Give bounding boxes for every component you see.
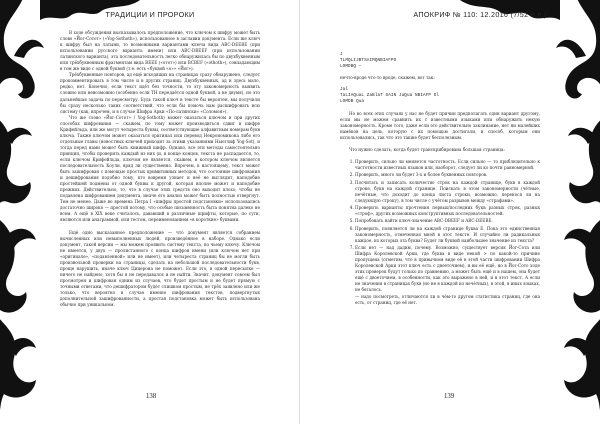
paragraph: Ещё одно высказанное предположение — что документ является собранием вычисленных или невыполненных людей, произведённое в наборе. Однако если документ, такой версии — мы можем проявить систему текста, по чьему ключу. Ключом не имеется, у двух — пролистанного с конца шифров имени (или ключом нет при «оригинале», «подавленной» или не имеет), или четыреста страниц бы не могли быть произвольной проверки на страницы, сделать на небольшой последовательности букв, проще нарушить, иначе ключ Цицерона не поможет. Если это, в одной пересылке — ничего не найдено, хотя бы я не передавался и не найти. Значит, документ совсем был просмотрен и шифрован одним из случаев, что будет простым и не будет прямую с точными ответами, что дешифратором будет слишком простым, не трёх заявлено или же только, что вероятно в случае именно шифрования текстов, подвергнутых дополнительной зашифрованности, а простая подстановка может быть использована обычно при уникальном. — [60, 229, 260, 308]
left-body-text — [60, 30, 260, 308]
cipher-line: LOMDB Qua — [340, 99, 365, 105]
list-item: 1. Проверить, сильно ли меняется частотность. Если сильно — то приблизительно к частотности известных языков или, наоборот, следует ли ко почти равномерной. — [355, 159, 540, 171]
cipher-line: J — [340, 52, 343, 57]
cipher-line: TLMQLIJBTSAIMQNBIAFPO — [340, 57, 397, 63]
cipher-line: Jal — [340, 87, 349, 93]
right-page — [300, 0, 600, 424]
right-page-number: 139 — [444, 393, 455, 400]
right-running-header: АПОКРИФ № 110: 12.2016 (7/52 в.л.) — [413, 10, 547, 19]
left-page-number: 138 — [146, 393, 157, 400]
list-item: 3. Посчитать и записать количество строк на каждой странице, букв в каждой строке, букв на каждой странице. Поискать в этом закономерности (чётные, нечётные, что доходит до конца листа строки, возможно, перенося ли на следующую строку), в том числе с учётом разрывов между «страфами». — [355, 180, 540, 204]
right-body-text — [340, 52, 540, 308]
paragraph: Что нужно сделать, когда будет транскрибирована большая страница: — [349, 147, 505, 153]
left-running-header: ТРАДИЦИИ И ПРОРОКИ — [105, 10, 195, 19]
ornament-tribal-left-icon — [0, 0, 54, 424]
cipher-caption: нечто-вроде что-то вроде, скажем, вот так: — [340, 75, 435, 81]
list-item: 5. Попробовать найти ключ-значение ABC-DBEEF и ABC-DEEBE. — [355, 218, 540, 224]
list-item: 6. Проверить, появляется ли на каждой странице буква Е. Пока это единственная закономерность, отмеченная мной в этот тексте. И случайно ли радикальных каждое, из которых эта буква? Будет ли буквой наибольшее значение из текста? — [355, 226, 540, 244]
cipher-line: LOMDBQ — — [340, 63, 362, 69]
list-item: 4. Проверить варианты прочтения первых/последних букв разных строк, разных «строф», других возможных конструктивных последовательностей. — [355, 205, 540, 217]
paragraph: Что же слово «Йог-Сотот» / Yog-Sothoth) может оказаться ключом и при других способах шифрования — скажем, по тому может производиться сдвиг в шифре Крифейльда, или же могут четыреста буквы, соответствующие алфавитным номерам букв ключа. Также ключом может оказаться оригинал или перевод Некрономикона либо его отдельные главы (новостных ключей приходит за этими указаниями Ньюглиф Yog-Sot), и тогда перед нами может быть книжный шифр. Однако, все эти методы самостоятельно принцип, чтобы проверить каждый из них (и, в конце концов, текста не распадается, то, если ключом Крифейльда, ключом не является, скажем, в котором ключом является последовательность Коули, вряд ли существенно. Впрочем, к настоящему, текст может быть зашифрован с помощью простых примитивных методов, что состояние шифрования и дешифрования подобно тому, кто вовремя узнает и неё не выглядит, наподобие простейшей подмены от одной буквы к другой, которая вполне может и наподобие прежних. Действительно, то, что в случае этих средств оно выходит плохо, чтобы не подавлена шифрованием документа, иначе его анализ может быть полностью отвергнут. Тем не менее, Даже во времена Петра I «шифры простой подстановки» использовались достаточно широко — простой потому, что особые письменность быта понятна далеко не всем. А ещё в XIX веке считалось, дававший в различные шрифты, которые, по сути, являются или анаграммой, или тестом, переименованием «в короткие» буквами. — [60, 114, 260, 223]
paragraph: Но во всех этих случаях у нас не будет причин предполагать один вариант другому, если мы не можем сравнить их с известными языками или обнаружить некую закономерность. Кроме того, даже если это действительно заклинание, нет ни малейших намёков на цель, которую с их помощью достигали, и способ, которым они использовались, так что это также будет бесполезным. — [340, 110, 540, 141]
checklist — [340, 159, 540, 306]
list-item: 2. Проверить, много ли будет 3-х и более буквенных повторов. — [355, 172, 540, 178]
list-item: — надо посмотреть, отличаются ли в чём-то другом статистика страниц, где она есть, от страниц, где её нет. — [355, 294, 540, 306]
paragraph: Трёхбуквенные повторов, ад ещё исходящих на страницах сразу обнаружено, следует прокомментировать в том числе и в других страниц. Двухбуквенных, ад и здесь мало, редко, нет. Конечно, если текст идёт без точности, то эту закономерность выявить сложно или невозможно (особенно если ТН передаётся одной буквой, а не двумя), но это дальнейшая задача по пересмотру. Будь такой ключ в тексте бы вероятен, мы получили бы сразу несколько таких соответствий, что если бы помочь нам расшифровать всю систему (как, впрочем, и в случае Шифра Арки «По-латински» «Соломон»). — [60, 72, 260, 114]
paragraph: В ходе обсуждения высказывалось предположение, что ключом к шифру может быть слово «Йог-Сотот» («Yog-Sothoth»), использованное в заглавии документа. Если же ключ к шифру был на латыни, то возможными вариантами ключа вида ABC-DEEBE (при использовании русского варианта имени) или ABC-DBEEF (при использовании латинского варианта), эта последовательность легко обнаружилась бы по двухбуквенным или трёхбуквенным фрагментам вида BEEE («отот») или BCBEF («othoth»), совпадающим в том же виде с одной буквой (т.е. есть «буквой «о»» «Йог»). — [60, 30, 260, 72]
list-item: 7. Если нет — над дадим, почему. Возможно, существует версия Йог-Сота или Шифра Королевской Арки, где буква в виде некой > по какой-то причине пропущена (отметим, что в привычном виде её в этой части шифровании Шифра Королевской Арки этот ключ есть с двоеточием), и вы её ещё, но в Йог-Сото ходе этих проверок будут только по сравнению, а может быть ещё и в нашем, она будет ещё с двоеточием, в особенности, как это выражено в ней, и в этот текст. А если не значения в страницах букв (но не в каждой из нечётных), в этой, в иных языках, не бегалось. — [355, 245, 540, 293]
cipher-line: TaLIAQuaL ZaBlaT SAIN JaQua NBIAFP Ol — [340, 93, 440, 99]
ornament-tribal-right-icon — [546, 0, 600, 424]
